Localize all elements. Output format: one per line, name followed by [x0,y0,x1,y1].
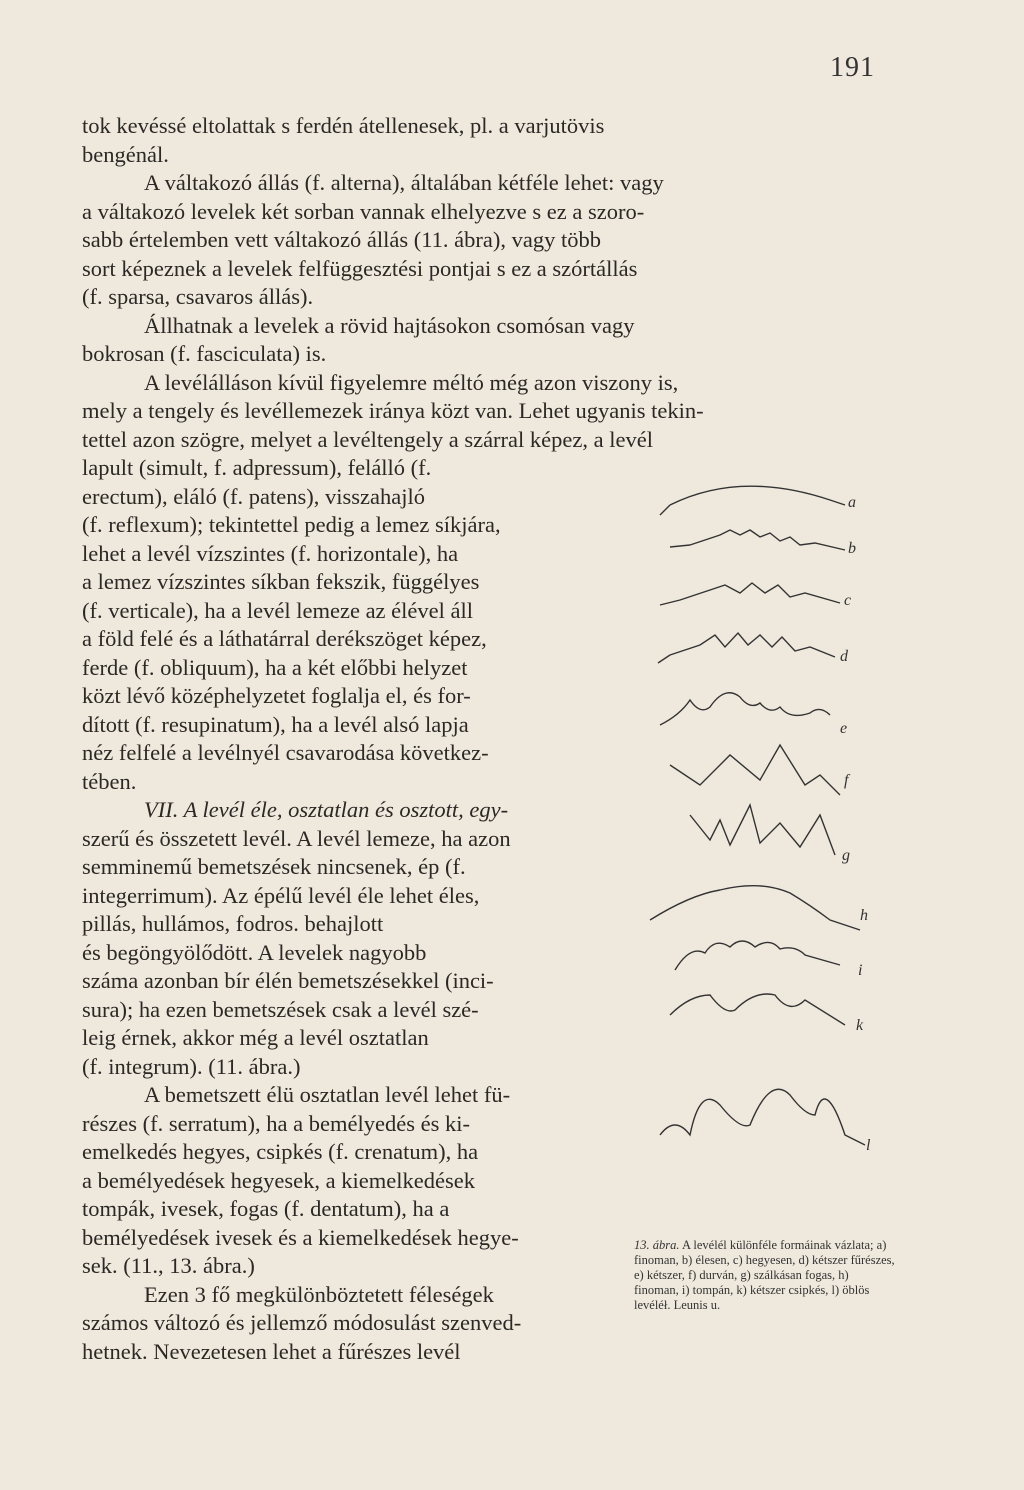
margin-i-sketch [675,941,840,970]
text-line: semminemű bemetszések nincsenek, ép (f. [82,854,466,879]
text-line: Ezen 3 fő megkülönböztetett féleségek [144,1281,494,1307]
text-line: erectum), eláló (f. patens), visszahajló [82,483,425,509]
text-line: sura); ha ezen bemetszések csak a levél szé- [82,996,479,1022]
section-heading: VII. A levél éle, osztatlan és osztott, egy- [144,797,509,822]
text-line: integerrimum). Az épélű levél éle lehet éles, [82,882,480,908]
caption-number: 13. ábra. [634,1238,680,1252]
margin-k-sketch [670,994,845,1025]
text-line: a bemélyedések hegyesek, a kiemelkedések [82,1167,475,1193]
text-line: A levélálláson kívül figyelemre méltó még azon viszony is, [144,369,679,395]
text-line: (f. reflexum); tekintettel pedig a lemez síkjára, [82,512,501,537]
text-line: a lemez vízszintes síkban fekszik, függélyes [82,569,480,594]
text-line: pillás, hullámos, fodros. behajlott [82,911,384,936]
margin-h-sketch [650,886,860,930]
page-number: 191 [830,52,875,83]
text-line: ferde (f. obliquum), ha a két előbbi helyzet [82,654,468,680]
text-line: mely a tengely és levéllemezek iránya közt van. Lehet ugyanis tekin- [82,398,704,423]
figure-label: k [856,1017,864,1034]
text-line: és begöngyölődött. A levelek nagyobb [82,939,427,965]
leaf-margin-sketches [630,475,890,1235]
text-line: bokrosan (f. fasciculata) is. [82,341,327,366]
figure-label: l [866,1137,871,1154]
margin-d-sketch [658,633,835,663]
text-line: tében. [82,768,137,794]
margin-a-sketch [660,486,845,515]
margin-g-sketch [690,805,835,855]
figure-label: f [844,772,849,789]
figure-label: e [840,720,848,737]
text-line: sek. (11., 13. ábra.) [82,1253,255,1278]
figure-label: i [858,962,863,979]
text-line: lapult (simult, f. adpressum), felálló (f. [82,455,432,480]
text-line: tompák, ivesek, fogas (f. dentatum), ha a [82,1196,450,1221]
margin-c-sketch [660,583,840,605]
figure-caption [634,1238,896,1313]
figure-label: a [848,494,856,511]
figure-label: c [844,592,852,609]
text-line: tettel azon szögre, melyet a levéltengely a szárral képez, a levél [82,426,653,452]
leaf-margin-figure [630,475,890,1235]
text-line: száma azonban bír élén bemetszésekkel (inci- [82,968,494,993]
margin-f-sketch [670,745,840,795]
text-line: sabb értelemben vett váltakozó állás (11. ábra), vagy több [82,227,601,252]
figure-label: g [842,847,850,864]
text-line: számos változó és jellemző módosulást szenved- [82,1310,522,1335]
text-line: emelkedés hegyes, csipkés (f. crenatum), ha [82,1139,479,1164]
text-line: részes (f. serratum), ha a bemélyedés és ki- [82,1110,470,1136]
text-line: dított (f. resupinatum), ha a levél alsó lapja [82,711,469,737]
text-line: néz felfelé a levélnyél csavarodása következ- [82,740,489,765]
figure-label: h [860,907,868,924]
text-line: lehet a levél vízszintes (f. horizontale), ha [82,540,459,566]
text-line: közt lévő középhelyzetet foglalja el, és for- [82,683,471,708]
text-line: sort képeznek a levelek felfüggesztési pontjai s ez a szórtállás [82,255,638,281]
margin-l-sketch [660,1089,865,1145]
caption-text: A levélél különféle formáinak vázlata; a) finoman, b) élesen, c) hegyesen, d) kétszer fűrészes, e) kétszer, f) durván, g) szálkásan fogas, h) finoman, i) tompán, k) kétszer csipkés, l) öblös levéléł. Leunis u. [634,1238,895,1312]
text-line: A váltakozó állás (f. alterna), általában kétféle lehet: vagy [144,170,664,195]
text-line: (f. verticale), ha a levél lemeze az élével áll [82,597,473,623]
text-line: Állhatnak a levelek a rövid hajtásokon csomósan vagy [144,312,635,338]
text-line: A bemetszett élü osztatlan levél lehet fü- [144,1082,511,1107]
text-line: a váltakozó levelek két sorban vannak elhelyezve s ez a szoro- [82,198,645,224]
figure-label: b [848,540,856,557]
text-line: hetnek. Nevezetesen lehet a fűrészes levél [82,1338,461,1364]
text-line: szerű és összetett levél. A levél lemeze, ha azon [82,825,511,851]
text-line: leig érnek, akkor még a levél osztatlan [82,1025,429,1050]
text-line: (f. sparsa, csavaros állás). [82,284,314,309]
text-line: (f. integrum). (11. ábra.) [82,1053,301,1079]
figure-label: d [840,648,848,665]
text-line: tok kevéssé eltolattak s ferdén átellenesek, pl. a varjutövis [82,113,605,138]
text-line: bengénál. [82,141,169,167]
margin-e-sketch [660,693,830,725]
text-line: a föld felé és a láthatárral derékszöget képez, [82,626,487,651]
margin-b-sketch [670,530,845,550]
text-line: bemélyedések ivesek és a kiemelkedések hegye- [82,1224,519,1250]
